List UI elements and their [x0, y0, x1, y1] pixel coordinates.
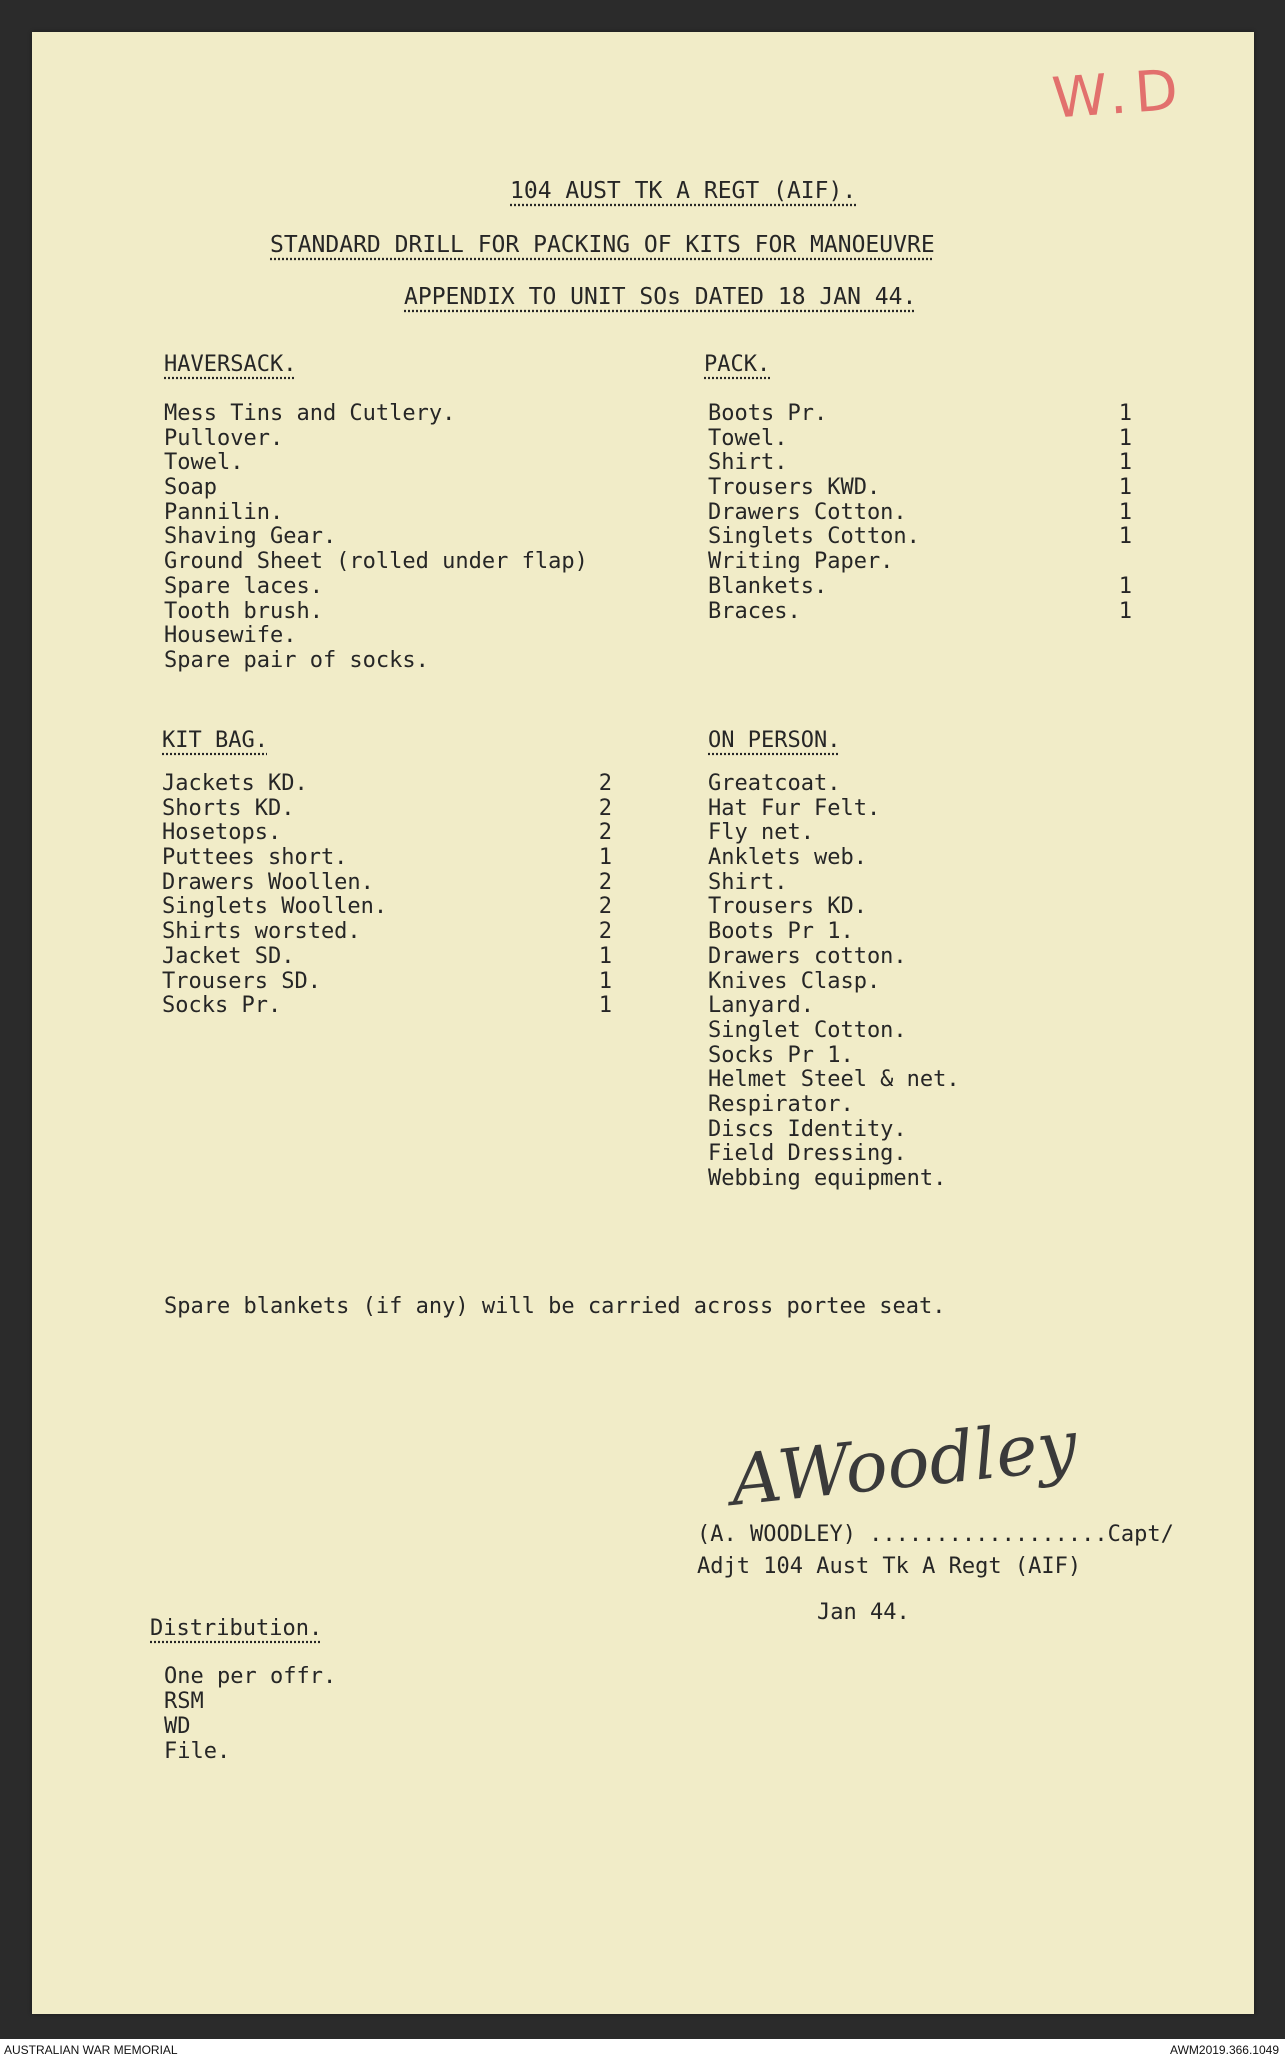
list-item: Trousers KD.: [708, 894, 867, 920]
list-item: Discs Identity.: [708, 1116, 907, 1142]
list-item: Shirts worsted.: [162, 919, 361, 945]
list-item: Spare laces.: [164, 573, 323, 599]
list-item: Ground Sheet (rolled under flap): [164, 549, 588, 575]
quantity: 2: [598, 869, 612, 895]
list-item: Hosetops.: [162, 820, 282, 846]
list-item: Shirt.: [708, 869, 788, 895]
list-item: Hat Fur Felt.: [708, 795, 881, 821]
quantity: 1: [1118, 425, 1132, 451]
list-item: Braces.: [708, 598, 801, 624]
archive-footer: [0, 2039, 1285, 2061]
list-item: Singlets Woollen.: [162, 894, 388, 920]
list-item: Writing Paper.: [708, 549, 894, 575]
quantity: 2: [598, 894, 612, 920]
list-item: Blankets.: [708, 573, 828, 599]
list-item: Socks Pr 1.: [708, 1042, 854, 1068]
on-person-heading: ON PERSON.: [708, 728, 841, 753]
list-item: Singlet Cotton.: [708, 1017, 907, 1043]
quantity: 1: [1118, 598, 1132, 624]
footer-institution: AUSTRALIAN WAR MEMORIAL: [4, 2043, 178, 2057]
list-item: Shirt.: [708, 450, 788, 476]
list-item: Housewife.: [164, 623, 297, 649]
quantity: 1: [1118, 499, 1132, 525]
quantity: [1092, 550, 1132, 575]
list-item: Shaving Gear.: [164, 524, 337, 550]
quantity: 1: [1118, 524, 1132, 550]
list-item: Drawers Cotton.: [708, 499, 907, 525]
quantity: 1: [598, 943, 612, 969]
quantity: 2: [598, 771, 612, 796]
kit-bag-heading: KIT BAG.: [162, 728, 268, 753]
header-title: STANDARD DRILL FOR PACKING OF KITS FOR MANOEUVRE: [270, 232, 935, 258]
quantity: 1: [598, 993, 612, 1019]
quantity: 1: [1118, 573, 1132, 599]
list-item: Jackets KD.: [162, 771, 308, 796]
pack-list: [708, 402, 920, 624]
header-unit: 104 AUST TK A REGT (AIF).: [510, 178, 857, 204]
list-item: Towel.: [708, 425, 788, 451]
list-item: One per offr.: [164, 1664, 337, 1689]
list-item: Helmet Steel & net.: [708, 1067, 960, 1093]
list-item: Boots Pr.: [708, 401, 828, 426]
kit-bag-quantities: [572, 772, 612, 1019]
pack-quantities: [1092, 402, 1132, 624]
quantity: 1: [1118, 401, 1132, 426]
list-item: Singlets Cotton.: [708, 524, 920, 550]
list-item: Trousers KWD.: [708, 475, 881, 501]
list-item: Jacket SD.: [162, 943, 295, 969]
distribution-list: [164, 1664, 336, 1764]
document-date: Jan 44.: [817, 1600, 910, 1625]
quantity: 1: [1118, 450, 1132, 476]
list-item: Respirator.: [708, 1091, 854, 1117]
list-item: Boots Pr 1.: [708, 919, 854, 945]
list-item: Socks Pr.: [162, 993, 282, 1019]
spare-blankets-note: Spare blankets (if any) will be carried across portee seat.: [164, 1294, 946, 1319]
list-item: Knives Clasp.: [708, 968, 881, 994]
on-person-list: [708, 772, 960, 1192]
pack-heading: PACK.: [704, 352, 771, 377]
document-page: [32, 32, 1254, 2014]
quantity: 2: [598, 820, 612, 846]
list-item: Fly net.: [708, 820, 814, 846]
list-item: Trousers SD.: [162, 968, 321, 994]
list-item: WD: [164, 1714, 191, 1739]
distribution-heading: Distribution.: [150, 1616, 323, 1641]
list-item: Webbing equipment.: [708, 1166, 947, 1191]
handwritten-wd-mark: W.D: [1049, 57, 1188, 132]
list-item: Pannilin.: [164, 499, 284, 525]
list-item: Towel.: [164, 450, 244, 476]
list-item: Puttees short.: [162, 845, 348, 871]
signatory-name: (A. WOODLEY) ..................Capt/: [697, 1522, 1174, 1547]
footer-catalogue-number: AWM2019.366.1049: [1170, 2043, 1279, 2057]
list-item: Pullover.: [164, 425, 284, 451]
list-item: Greatcoat.: [708, 771, 841, 796]
list-item: Shorts KD.: [162, 795, 295, 821]
quantity: 1: [1118, 475, 1132, 501]
list-item: Tooth brush.: [164, 598, 323, 624]
quantity: 1: [598, 968, 612, 994]
list-item: Drawers cotton.: [708, 943, 907, 969]
kit-bag-list: [162, 772, 387, 1019]
quantity: 2: [598, 795, 612, 821]
signatory-title: Adjt 104 Aust Tk A Regt (AIF): [697, 1554, 1082, 1579]
list-item: File.: [164, 1739, 231, 1764]
list-item: Mess Tins and Cutlery.: [164, 401, 456, 426]
haversack-list: [164, 402, 588, 674]
list-item: Soap: [164, 475, 217, 501]
quantity: 2: [598, 919, 612, 945]
list-item: Lanyard.: [708, 993, 814, 1019]
quantity: 1: [598, 845, 612, 871]
header-appendix: APPENDIX TO UNIT SOs DATED 18 JAN 44.: [404, 284, 917, 310]
haversack-heading: HAVERSACK.: [164, 352, 297, 377]
list-item: Field Dressing.: [708, 1141, 907, 1167]
list-item: Anklets web.: [708, 845, 867, 871]
list-item: Drawers Woollen.: [162, 869, 374, 895]
list-item: RSM: [164, 1689, 204, 1714]
list-item: Spare pair of socks.: [164, 647, 429, 673]
handwritten-signature: AWoodley: [726, 1404, 1081, 1522]
